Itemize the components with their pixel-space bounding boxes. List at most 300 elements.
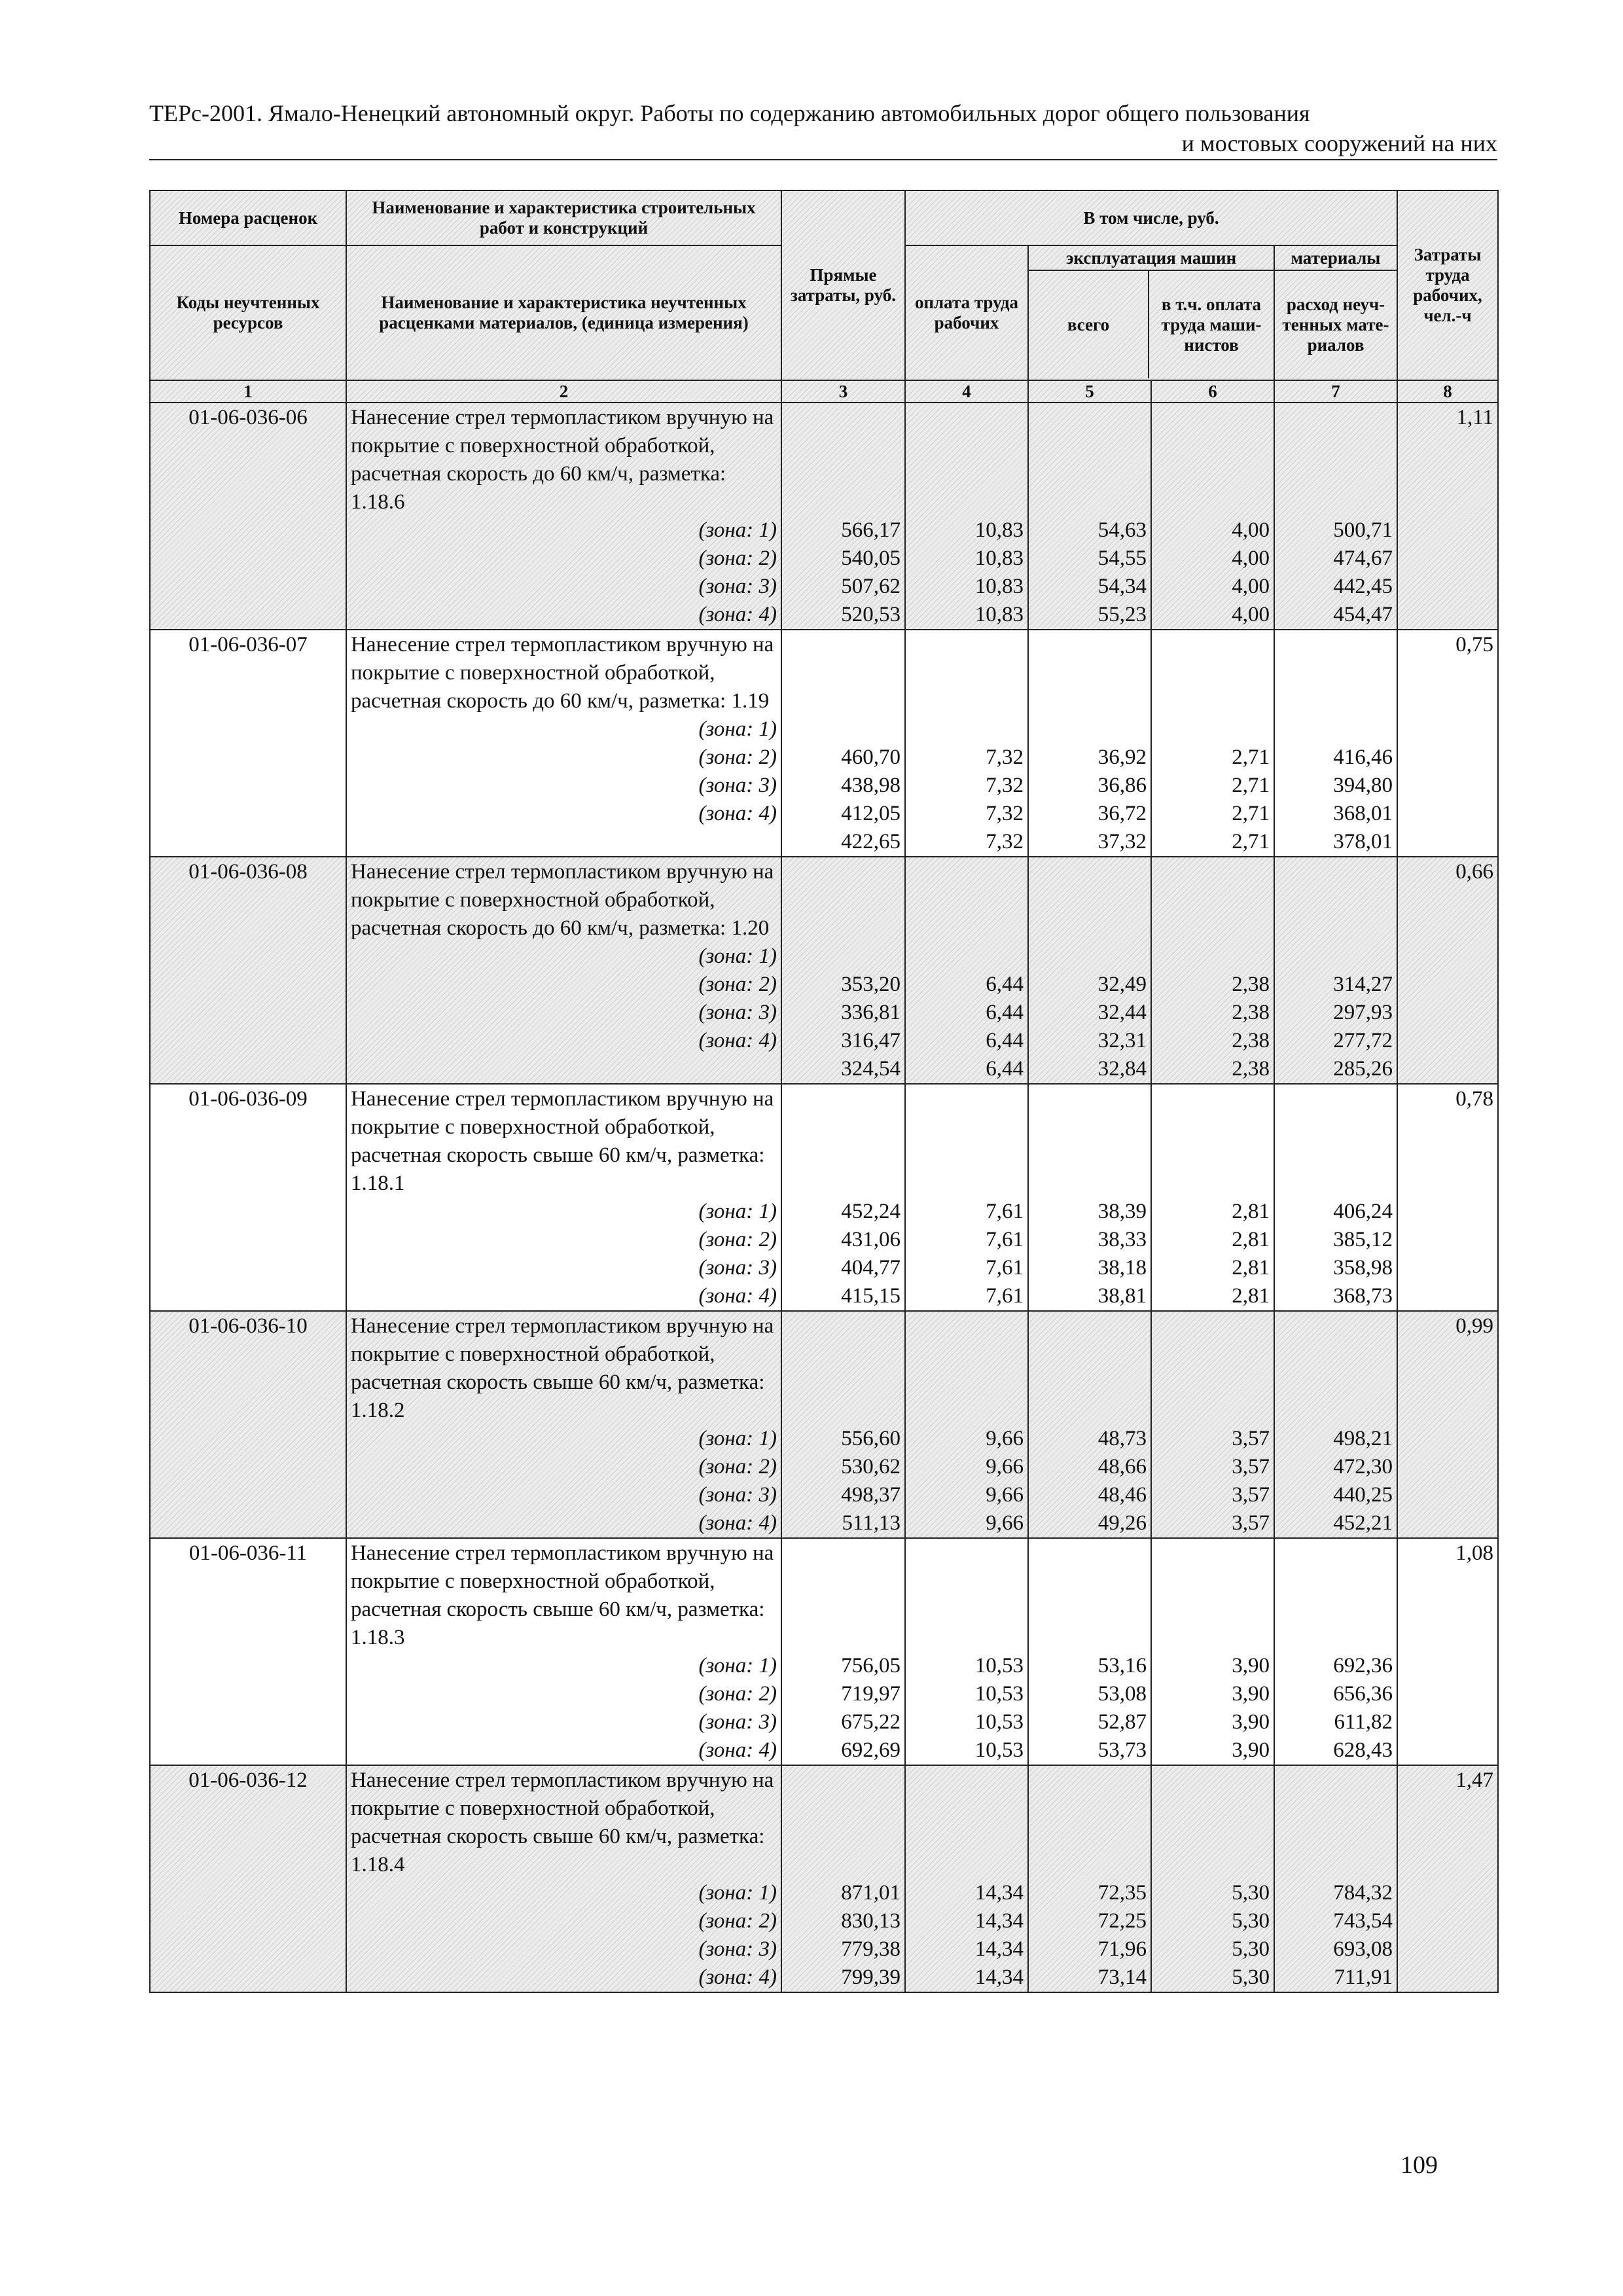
- materials-value: 440,25: [1333, 1483, 1393, 1507]
- zone-label: (зона: 2): [698, 1682, 777, 1706]
- direct-cost-value: 498,37: [841, 1483, 901, 1507]
- zone-label: (зона: 1): [698, 1654, 777, 1677]
- labor-pay-value: 10,83: [974, 547, 1024, 570]
- rate-code: 01-06-036-09: [150, 1084, 346, 1311]
- spacer: [1156, 858, 1270, 971]
- labor-hours: 0,78: [1397, 1084, 1498, 1311]
- machine-total-value: 54,34: [1097, 575, 1147, 598]
- labor-pay-value: 6,44: [986, 1057, 1024, 1081]
- materials-value: 368,73: [1333, 1284, 1393, 1308]
- machine-total-value: 38,18: [1097, 1256, 1147, 1280]
- header-materials-cell: [1274, 245, 1397, 380]
- machine-total-value: 38,33: [1097, 1228, 1147, 1251]
- labor-pay-value: 14,34: [974, 1881, 1024, 1905]
- labor-pay-value: 7,61: [986, 1228, 1024, 1251]
- machine-total-cell: [1028, 1311, 1151, 1538]
- machine-labor-cell: [1151, 403, 1274, 630]
- rate-description-cell: [346, 1311, 781, 1538]
- spacer: [910, 1085, 1024, 1198]
- labor-hours: 1,11: [1397, 403, 1498, 630]
- direct-cost-value: 438,98: [841, 774, 901, 797]
- machine-total-value: 52,87: [1097, 1710, 1147, 1734]
- zone-label: (зона: 2): [698, 547, 777, 570]
- rate-description-cell: [346, 1765, 781, 1992]
- header-materials: материалы: [1275, 246, 1397, 271]
- spacer: [1279, 1539, 1393, 1652]
- column-number-3: 3: [781, 380, 905, 403]
- spacer: [1156, 1085, 1270, 1198]
- direct-cost-value: 316,47: [841, 1029, 901, 1052]
- header-labor-pay-cell: [905, 245, 1028, 380]
- materials-value: 498,21: [1333, 1427, 1393, 1450]
- machine-labor-value: 3,90: [1232, 1654, 1270, 1677]
- spacer: [1279, 858, 1393, 971]
- direct-cost-value: 460,70: [841, 745, 901, 769]
- direct-cost-cell: [781, 403, 905, 630]
- direct-cost-value: 830,13: [841, 1909, 901, 1933]
- direct-cost-value: 779,38: [841, 1937, 901, 1961]
- header-work-name: Наименование и характеристика строительных работ и конструкций: [346, 190, 781, 245]
- machine-labor-value: 2,71: [1232, 774, 1270, 797]
- zone-label: (зона: 2): [698, 973, 777, 996]
- zone-label: (зона: 3): [698, 1256, 777, 1280]
- machine-labor-value: 2,71: [1232, 745, 1270, 769]
- direct-cost-value: 507,62: [841, 575, 901, 598]
- labor-pay-value: 10,53: [974, 1654, 1024, 1677]
- labor-pay-value: 14,34: [974, 1909, 1024, 1933]
- direct-cost-value: 719,97: [841, 1682, 901, 1706]
- machine-labor-value: 4,00: [1232, 575, 1270, 598]
- rate-code: 01-06-036-10: [150, 1311, 346, 1538]
- labor-pay-value: 10,83: [974, 518, 1024, 542]
- zone-label: (зона: 2): [698, 1455, 777, 1479]
- direct-cost-value: 540,05: [841, 547, 901, 570]
- materials-value: 277,72: [1333, 1029, 1393, 1052]
- machine-total-value: 73,14: [1097, 1965, 1147, 1989]
- materials-value: 472,30: [1333, 1455, 1393, 1479]
- machine-total-value: 36,86: [1097, 774, 1147, 797]
- materials-value: 358,98: [1333, 1256, 1393, 1280]
- machine-labor-value: 3,57: [1232, 1511, 1270, 1535]
- direct-cost-value: 871,01: [841, 1881, 901, 1905]
- rate-description: Нанесение стрел термопластиком вручную на покрытие с поверхностной обработкой, расчетная скорость свыше 60 км/ч, разметка: 1.18.4: [351, 1768, 774, 1876]
- spacer: [910, 1312, 1024, 1425]
- machine-labor-value: 2,38: [1232, 973, 1270, 996]
- spacer: [1033, 1312, 1147, 1425]
- table-header: [150, 190, 1498, 403]
- header-rule: [149, 159, 1497, 160]
- rate-description-cell: [346, 403, 781, 630]
- machine-total-value: 38,39: [1097, 1200, 1147, 1223]
- materials-value: 656,36: [1333, 1682, 1393, 1706]
- labor-pay-value: 10,83: [974, 603, 1024, 626]
- materials-value: 378,01: [1333, 830, 1393, 853]
- rate-description-cell: [346, 1084, 781, 1311]
- zone-label: (зона: 3): [698, 1001, 777, 1024]
- machine-labor-cell: [1151, 1538, 1274, 1765]
- spacer: [1033, 1767, 1147, 1879]
- labor-pay-value: 10,83: [974, 575, 1024, 598]
- zone-label: (зона: 1): [698, 1427, 777, 1450]
- machine-total-value: 72,25: [1097, 1909, 1147, 1933]
- header-machine-ops-cell: [1028, 245, 1274, 380]
- labor-pay-cell: [905, 403, 1028, 630]
- column-number-5: 5: [1028, 380, 1151, 403]
- materials-value: 474,67: [1333, 547, 1393, 570]
- labor-hours: 0,66: [1397, 857, 1498, 1084]
- spacer: [786, 1312, 901, 1425]
- header-labor-hours: Затраты труда рабочих, чел.-ч: [1397, 190, 1498, 380]
- direct-cost-value: 431,06: [841, 1228, 901, 1251]
- spacer: [910, 858, 1024, 971]
- spacer: [786, 1767, 901, 1879]
- machine-labor-value: 2,81: [1232, 1228, 1270, 1251]
- rate-code: 01-06-036-12: [150, 1765, 346, 1992]
- spacer: [910, 1539, 1024, 1652]
- machine-total-value: 53,08: [1097, 1682, 1147, 1706]
- direct-cost-value: 756,05: [841, 1654, 901, 1677]
- labor-pay-value: 14,34: [974, 1937, 1024, 1961]
- machine-labor-value: 2,38: [1232, 1057, 1270, 1081]
- machine-labor-value: 2,81: [1232, 1200, 1270, 1223]
- machine-labor-value: 3,57: [1232, 1427, 1270, 1450]
- labor-pay-value: 10,53: [974, 1738, 1024, 1762]
- spacer: [1279, 1767, 1393, 1879]
- machine-labor-cell: [1151, 1765, 1274, 1992]
- materials-value: 500,71: [1333, 518, 1393, 542]
- direct-cost-value: 675,22: [841, 1710, 901, 1734]
- spacer: [1279, 1085, 1393, 1198]
- labor-pay-value: 7,32: [986, 830, 1024, 853]
- materials-cell: [1274, 1765, 1397, 1992]
- machine-labor-value: 5,30: [1232, 1909, 1270, 1933]
- materials-value: 711,91: [1334, 1965, 1393, 1989]
- labor-pay-value: 7,32: [986, 774, 1024, 797]
- machine-labor-value: 2,81: [1232, 1256, 1270, 1280]
- zone-label: (зона: 4): [698, 1284, 777, 1308]
- materials-value: 442,45: [1333, 575, 1393, 598]
- column-numbers-row: [150, 380, 1498, 403]
- table-row: [150, 403, 1498, 630]
- direct-cost-cell: [781, 857, 905, 1084]
- header-materials-unaccounted: расход неуч- тенных мате- риалов: [1282, 294, 1389, 355]
- machine-total-cell: [1028, 1538, 1151, 1765]
- spacer: [1156, 1767, 1270, 1879]
- zone-label: (зона: 3): [698, 774, 777, 797]
- labor-pay-cell: [905, 1084, 1028, 1311]
- direct-cost-value: 520,53: [841, 603, 901, 626]
- table-body: [150, 403, 1498, 1992]
- materials-value: 394,80: [1333, 774, 1393, 797]
- labor-pay-value: 9,66: [986, 1483, 1024, 1507]
- direct-cost-cell: [781, 630, 905, 857]
- machine-labor-value: 4,00: [1232, 603, 1270, 626]
- spacer: [786, 631, 901, 744]
- materials-value: 611,82: [1334, 1710, 1393, 1734]
- rate-code: 01-06-036-08: [150, 857, 346, 1084]
- machine-total-value: 72,35: [1097, 1881, 1147, 1905]
- machine-total-value: 32,44: [1097, 1001, 1147, 1024]
- rate-description-cell: [346, 857, 781, 1084]
- zone-label: (зона: 3): [698, 575, 777, 598]
- spacer: [786, 1085, 901, 1198]
- header-line-1: ТЕРс-2001. Ямало-Ненецкий автономный округ. Работы по содержанию автомобильных дорог общего пользования: [149, 100, 1310, 126]
- zone-label: (зона: 4): [698, 603, 777, 626]
- machine-total-value: 54,63: [1097, 518, 1147, 542]
- materials-value: 406,24: [1333, 1200, 1393, 1223]
- zone-label: (зона: 1): [698, 944, 777, 968]
- machine-total-value: 48,73: [1097, 1427, 1147, 1450]
- table-row: [150, 630, 1498, 857]
- labor-hours: 1,47: [1397, 1765, 1498, 1992]
- direct-cost-value: 353,20: [841, 973, 901, 996]
- rate-code: 01-06-036-11: [150, 1538, 346, 1765]
- header-line-2: и мостовых сооружений на них: [1181, 130, 1497, 156]
- machine-total-value: 48,66: [1097, 1455, 1147, 1479]
- column-number-4: 4: [905, 380, 1028, 403]
- machine-labor-cell: [1151, 1311, 1274, 1538]
- machine-labor-value: 2,38: [1232, 1001, 1270, 1024]
- spacer: [1033, 631, 1147, 744]
- spacer: [1033, 1539, 1147, 1652]
- machine-labor-value: 3,57: [1232, 1455, 1270, 1479]
- direct-cost-value: 452,24: [841, 1200, 901, 1223]
- machine-total-value: 48,46: [1097, 1483, 1147, 1507]
- labor-pay-cell: [905, 1765, 1028, 1992]
- spacer: [786, 858, 901, 971]
- materials-value: 385,12: [1333, 1228, 1393, 1251]
- header-direct-costs: Прямые затраты, руб.: [781, 190, 905, 380]
- direct-cost-value: 336,81: [841, 1001, 901, 1024]
- machine-total-cell: [1028, 1765, 1151, 1992]
- materials-value: 743,54: [1333, 1909, 1393, 1933]
- materials-value: 416,46: [1333, 745, 1393, 769]
- machine-labor-value: 4,00: [1232, 547, 1270, 570]
- materials-cell: [1274, 403, 1397, 630]
- header-machine-total: всего: [1029, 271, 1149, 378]
- labor-pay-value: 6,44: [986, 1029, 1024, 1052]
- rate-description-cell: [346, 1538, 781, 1765]
- rate-description: Нанесение стрел термопластиком вручную на покрытие с поверхностной обработкой, расчетная скорость свыше 60 км/ч, разметка: 1.18.3: [351, 1541, 774, 1649]
- header-machine-ops: эксплуатация машин: [1029, 246, 1274, 271]
- labor-pay-value: 6,44: [986, 1001, 1024, 1024]
- labor-pay-value: 9,66: [986, 1511, 1024, 1535]
- labor-pay-value: 7,61: [986, 1256, 1024, 1280]
- machine-total-cell: [1028, 1084, 1151, 1311]
- machine-total-value: 71,96: [1097, 1937, 1147, 1961]
- header-resource-codes: Коды неучтенных ресурсов: [150, 245, 346, 380]
- machine-labor-value: 2,81: [1232, 1284, 1270, 1308]
- direct-cost-value: 556,60: [841, 1427, 901, 1450]
- labor-pay-cell: [905, 1538, 1028, 1765]
- machine-total-value: 55,23: [1097, 603, 1147, 626]
- zone-label: (зона: 1): [698, 717, 777, 741]
- machine-labor-value: 5,30: [1232, 1965, 1270, 1989]
- machine-labor-cell: [1151, 630, 1274, 857]
- materials-value: 628,43: [1333, 1738, 1393, 1762]
- zone-label: (зона: 4): [698, 802, 777, 825]
- labor-pay-value: 7,61: [986, 1284, 1024, 1308]
- zone-label: (зона: 3): [698, 1710, 777, 1734]
- machine-labor-value: 2,71: [1232, 830, 1270, 853]
- labor-pay-value: 7,32: [986, 745, 1024, 769]
- spacer: [910, 404, 1024, 516]
- machine-total-value: 32,84: [1097, 1057, 1147, 1081]
- price-table: [149, 190, 1499, 1993]
- materials-value: 692,36: [1333, 1654, 1393, 1677]
- materials-value: 454,47: [1333, 603, 1393, 626]
- machine-labor-value: 3,90: [1232, 1710, 1270, 1734]
- zone-label: (зона: 2): [698, 745, 777, 769]
- direct-cost-cell: [781, 1311, 905, 1538]
- rate-description: Нанесение стрел термопластиком вручную на покрытие с поверхностной обработкой, расчетная скорость до 60 км/ч, разметка: 1.19: [351, 633, 774, 713]
- labor-pay-value: 10,53: [974, 1682, 1024, 1706]
- zone-label: (зона: 2): [698, 1228, 777, 1251]
- table-row: [150, 1765, 1498, 1992]
- spacer: [1156, 1539, 1270, 1652]
- spacer: [1156, 631, 1270, 744]
- direct-cost-value: 404,77: [841, 1256, 901, 1280]
- machine-labor-value: 5,30: [1232, 1881, 1270, 1905]
- labor-pay-value: 14,34: [974, 1965, 1024, 1989]
- labor-pay-cell: [905, 630, 1028, 857]
- zone-label: (зона: 3): [698, 1483, 777, 1507]
- rate-description: Нанесение стрел термопластиком вручную на покрытие с поверхностной обработкой, расчетная скорость до 60 км/ч, разметка: 1.18.6: [351, 406, 774, 514]
- machine-total-cell: [1028, 403, 1151, 630]
- labor-pay-cell: [905, 857, 1028, 1084]
- zone-label: (зона: 1): [698, 518, 777, 542]
- spacer: [1156, 404, 1270, 516]
- labor-pay-cell: [905, 1311, 1028, 1538]
- machine-total-cell: [1028, 857, 1151, 1084]
- spacer: [1033, 858, 1147, 971]
- spacer: [786, 1539, 901, 1652]
- materials-value: 693,08: [1333, 1937, 1393, 1961]
- direct-cost-value: 692,69: [841, 1738, 901, 1762]
- table-row: [150, 1084, 1498, 1311]
- table-row: [150, 1538, 1498, 1765]
- zone-label: (зона: 4): [698, 1029, 777, 1052]
- spacer: [1033, 1085, 1147, 1198]
- machine-labor-cell: [1151, 1084, 1274, 1311]
- spacer: [1156, 1312, 1270, 1425]
- machine-total-cell: [1028, 630, 1151, 857]
- machine-total-value: 36,72: [1097, 802, 1147, 825]
- page-header: [149, 98, 1497, 158]
- direct-cost-value: 511,13: [842, 1511, 901, 1535]
- direct-cost-value: 415,15: [841, 1284, 901, 1308]
- zone-label: (зона: 3): [698, 1937, 777, 1961]
- materials-cell: [1274, 1084, 1397, 1311]
- header-machine-labor: в т.ч. оплата труда маши- нистов: [1161, 294, 1262, 355]
- column-number-7: 7: [1274, 380, 1397, 403]
- column-number-2: 2: [346, 380, 781, 403]
- header-material-name: Наименование и характеристика неучтенных расценками материалов, (единица измерения): [346, 245, 781, 380]
- spacer: [1279, 404, 1393, 516]
- direct-cost-value: 799,39: [841, 1965, 901, 1989]
- spacer: [910, 631, 1024, 744]
- direct-cost-cell: [781, 1765, 905, 1992]
- machine-total-value: 53,16: [1097, 1654, 1147, 1677]
- zone-label: (зона: 1): [698, 1881, 777, 1905]
- header-including: В том числе, руб.: [905, 190, 1397, 245]
- materials-value: 784,32: [1333, 1881, 1393, 1905]
- materials-cell: [1274, 1311, 1397, 1538]
- labor-pay-value: 9,66: [986, 1455, 1024, 1479]
- spacer: [1279, 1312, 1393, 1425]
- materials-value: 452,21: [1333, 1511, 1393, 1535]
- spacer: [910, 1767, 1024, 1879]
- zone-label: (зона: 2): [698, 1909, 777, 1933]
- column-number-1: 1: [150, 380, 346, 403]
- machine-total-value: 36,92: [1097, 745, 1147, 769]
- direct-cost-value: 566,17: [841, 518, 901, 542]
- rate-description: Нанесение стрел термопластиком вручную на покрытие с поверхностной обработкой, расчетная скорость до 60 км/ч, разметка: 1.20: [351, 860, 774, 940]
- machine-labor-value: 3,57: [1232, 1483, 1270, 1507]
- spacer: [786, 404, 901, 516]
- labor-pay-value: 7,61: [986, 1200, 1024, 1223]
- materials-value: 314,27: [1333, 973, 1393, 996]
- spacer: [1033, 404, 1147, 516]
- zone-label: (зона: 4): [698, 1965, 777, 1989]
- machine-total-value: 37,32: [1097, 830, 1147, 853]
- machine-total-value: 53,73: [1097, 1738, 1147, 1762]
- direct-cost-value: 530,62: [841, 1455, 901, 1479]
- labor-hours: 1,08: [1397, 1538, 1498, 1765]
- labor-pay-value: 10,53: [974, 1710, 1024, 1734]
- machine-labor-value: 2,38: [1232, 1029, 1270, 1052]
- machine-total-value: 54,55: [1097, 547, 1147, 570]
- machine-labor-value: 2,71: [1232, 802, 1270, 825]
- machine-labor-value: 4,00: [1232, 518, 1270, 542]
- labor-hours: 0,99: [1397, 1311, 1498, 1538]
- table-row: [150, 1311, 1498, 1538]
- machine-total-value: 32,49: [1097, 973, 1147, 996]
- materials-value: 285,26: [1333, 1057, 1393, 1081]
- rate-code: 01-06-036-07: [150, 630, 346, 857]
- direct-cost-value: 324,54: [841, 1057, 901, 1081]
- machine-total-value: 32,31: [1097, 1029, 1147, 1052]
- labor-pay-value: 9,66: [986, 1427, 1024, 1450]
- machine-labor-value: 3,90: [1232, 1682, 1270, 1706]
- machine-total-value: 38,81: [1097, 1284, 1147, 1308]
- labor-pay-value: 7,32: [986, 802, 1024, 825]
- rate-description: Нанесение стрел термопластиком вручную на покрытие с поверхностной обработкой, расчетная скорость свыше 60 км/ч, разметка: 1.18.2: [351, 1314, 774, 1422]
- zone-label: (зона: 1): [698, 1200, 777, 1223]
- rate-code: 01-06-036-06: [150, 403, 346, 630]
- direct-cost-cell: [781, 1084, 905, 1311]
- column-number-6: 6: [1151, 380, 1274, 403]
- labor-hours: 0,75: [1397, 630, 1498, 857]
- direct-cost-value: 412,05: [841, 802, 901, 825]
- materials-value: 297,93: [1333, 1001, 1393, 1024]
- rate-description: Нанесение стрел термопластиком вручную на покрытие с поверхностной обработкой, расчетная скорость свыше 60 км/ч, разметка: 1.18.1: [351, 1087, 774, 1195]
- labor-pay-value: 6,44: [986, 973, 1024, 996]
- column-number-8: 8: [1397, 380, 1498, 403]
- zone-label: (зона: 4): [698, 1511, 777, 1535]
- machine-labor-value: 3,90: [1232, 1738, 1270, 1762]
- direct-cost-cell: [781, 1538, 905, 1765]
- direct-cost-value: 422,65: [841, 830, 901, 853]
- header-rate-numbers: Номера расценок: [150, 190, 346, 245]
- spacer: [1279, 631, 1393, 744]
- materials-value: 368,01: [1333, 802, 1393, 825]
- materials-cell: [1274, 1538, 1397, 1765]
- table-row: [150, 857, 1498, 1084]
- page-number: 109: [1400, 2151, 1438, 2179]
- machine-total-value: 49,26: [1097, 1511, 1147, 1535]
- materials-cell: [1274, 857, 1397, 1084]
